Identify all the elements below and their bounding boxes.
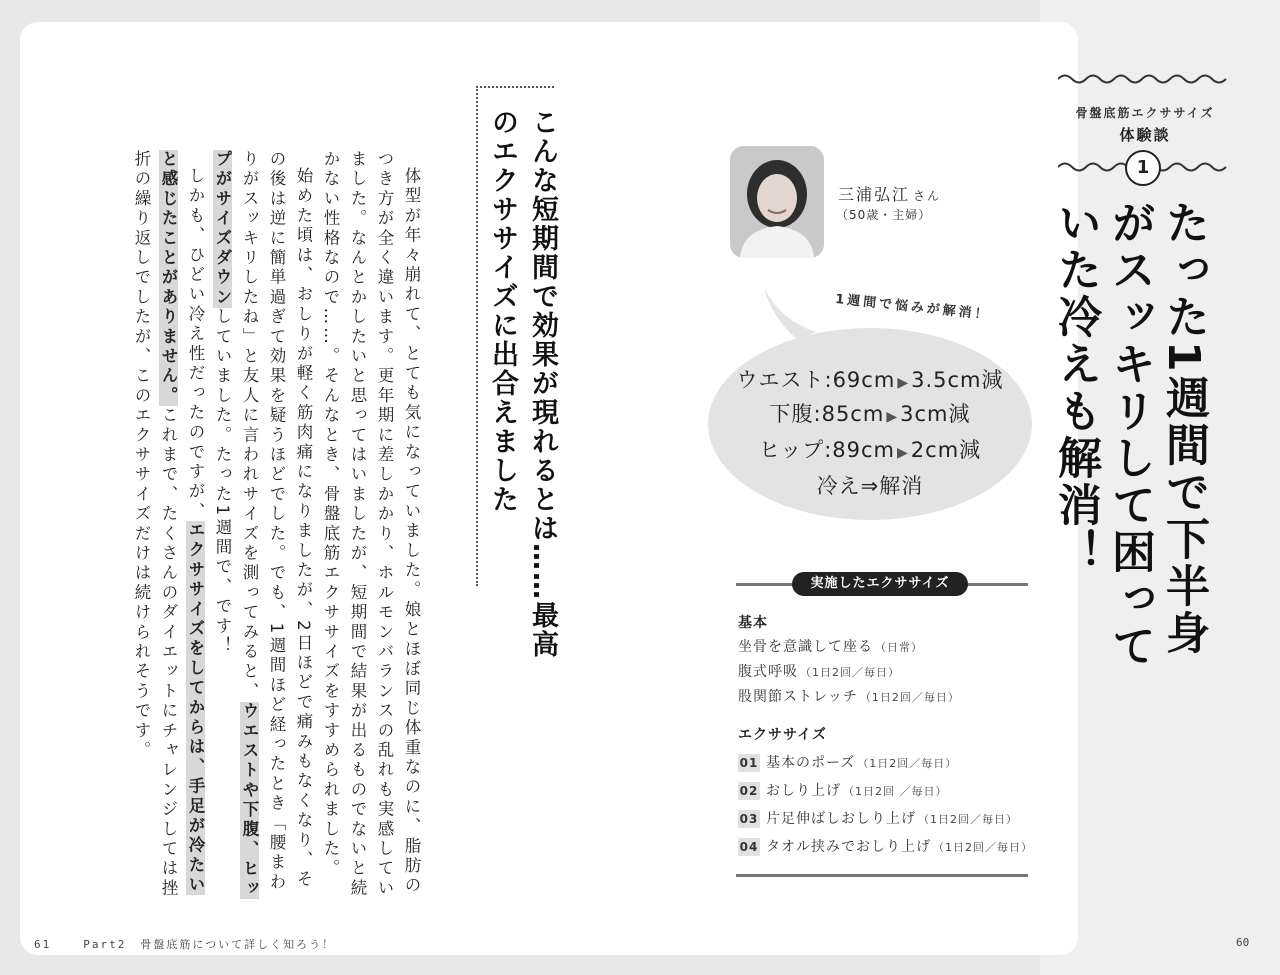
basic-item-freq: （1日2回／毎日） <box>800 666 900 679</box>
body-highlight-size: ウエストや下腹、ヒップがサイズダウン <box>213 150 259 899</box>
exercise-heading: エクササイズ <box>738 727 827 743</box>
body-paragraph-2-start: 始めた頃は、おしりが軽く筋肉痛になりましたが、2日ほどで痛みもなくなり、その後は逆に簡単過ぎて効果を疑うほどでした。でも、1週間ほど経ったとき「腰まわりがスッキリしたね」と友人に言われサイズを測ってみると、 <box>240 150 313 893</box>
exercise-item <box>738 780 948 800</box>
result-waist <box>708 364 1032 394</box>
person-photo-icon <box>730 146 824 258</box>
exercise-name: タオル挟みでおしり上げ <box>766 839 931 855</box>
page-number-right: 60 <box>1236 936 1250 949</box>
series-label: 骨盤底筋エクササイズ <box>1075 106 1215 120</box>
exercise-badge: 実施したエクササイズ <box>792 572 968 596</box>
exercise-number: 04 <box>739 840 759 854</box>
profile-name-text: 三浦弘江 <box>838 185 911 204</box>
result-belly-label: 下腹:85cm <box>769 402 885 426</box>
result-hip-after: 2cm減 <box>910 438 982 462</box>
page-number-left: 61 <box>34 938 52 951</box>
basic-item-name: 腹式呼吸 <box>738 664 798 680</box>
basic-item-name: 股関節ストレッチ <box>738 689 858 705</box>
bubble-caption: 1週間で悩みが解消！ <box>834 291 992 324</box>
dotted-frame-side <box>476 86 478 586</box>
basic-item-name: 坐骨を意識して座る <box>738 639 873 655</box>
body-paragraph-2-end: していました。たった1週間で、です！ <box>213 307 232 657</box>
footer-part: Part2 <box>83 938 127 951</box>
exercise-freq: （1日2回／毎日） <box>857 757 958 770</box>
footer-left <box>34 936 335 952</box>
exercise-freq: （1日2回／毎日） <box>933 841 1033 854</box>
triangle-right-icon: ▶ <box>886 409 899 425</box>
triangle-right-icon: ▶ <box>897 375 910 391</box>
basic-heading: 基本 <box>738 615 768 631</box>
basic-item <box>738 661 900 681</box>
result-waist-after: 3.5cm減 <box>911 368 1004 392</box>
body-paragraph-3-start: しかも、ひどい冷え性だったのですが、 <box>186 166 205 522</box>
avatar <box>730 146 824 258</box>
exercise-name: 基本のポーズ <box>766 755 856 771</box>
story-number: 1 <box>1125 150 1161 186</box>
footer-chapter: 骨盤底筋について詳しく知ろう！ <box>140 938 336 951</box>
result-belly <box>708 398 1032 428</box>
body-paragraph-1: 体型が年々崩れて、とても気になっていました。娘とほぼ同じ体重なのに、脂肪のつき方が全く違います。更年期に差しかかり、ホルモンバランスの乱れも実感していました。なんとかしたいと思ってはいましたが、短期間で結果が出るものでないと続かない性格なので……。そんなとき、骨盤底筋エクササイズをすすめられました。 <box>321 150 421 899</box>
exercise-number: 02 <box>739 784 759 798</box>
basic-item-freq: （日常） <box>875 641 923 654</box>
exercise-item <box>738 808 1018 828</box>
basic-item <box>738 686 960 706</box>
exercise-item <box>738 752 957 772</box>
page-title: たった1週間で下半身がスッキリして困っていた冷えも解消！ <box>1050 200 1209 670</box>
exercise-number: 03 <box>739 812 759 826</box>
exercise-freq: （1日2回 ／毎日） <box>843 785 948 798</box>
series-sub: 体験談 <box>1119 126 1171 144</box>
result-cold: 冷え⇒解消 <box>816 474 924 498</box>
profile-meta: （50歳・主婦） <box>836 208 932 222</box>
section-rule-bottom <box>736 874 1028 877</box>
basic-item <box>738 636 923 656</box>
result-belly-after: 3cm減 <box>900 402 971 426</box>
body-highlight-cold: エクササイズをしてからは、手足が冷たいと感じたことがありません。 <box>159 150 205 896</box>
exercise-freq: （1日2回／毎日） <box>918 813 1018 826</box>
result-hip <box>708 434 1032 464</box>
exercise-number: 01 <box>739 756 759 770</box>
profile-name <box>838 182 941 205</box>
body-paragraph-3-end: これまで、たくさんのダイエットにチャレンジしては挫折の繰り返しでしたが、このエクササイズだけは続けられそうです。 <box>132 150 178 899</box>
triangle-right-icon: ▶ <box>897 445 909 461</box>
exercise-name: 片足伸ばしおしり上げ <box>766 811 916 827</box>
result-waist-label: ウエスト:69cm <box>736 368 896 392</box>
sub-heading: こんな短期間で効果が現れるとは……最高のエクササイズに出合えました <box>487 108 558 659</box>
result-hip-label: ヒップ:89cm <box>758 438 895 462</box>
profile-honorific: さん <box>913 189 942 203</box>
body-text <box>75 150 425 905</box>
body-paragraph-3 <box>128 150 209 905</box>
wave-divider-icon <box>1058 72 1228 86</box>
body-paragraph-2 <box>209 150 317 905</box>
basic-item-freq: （1日2回／毎日） <box>859 691 960 704</box>
exercise-item <box>738 836 1033 856</box>
exercise-name: おしり上げ <box>766 783 841 799</box>
